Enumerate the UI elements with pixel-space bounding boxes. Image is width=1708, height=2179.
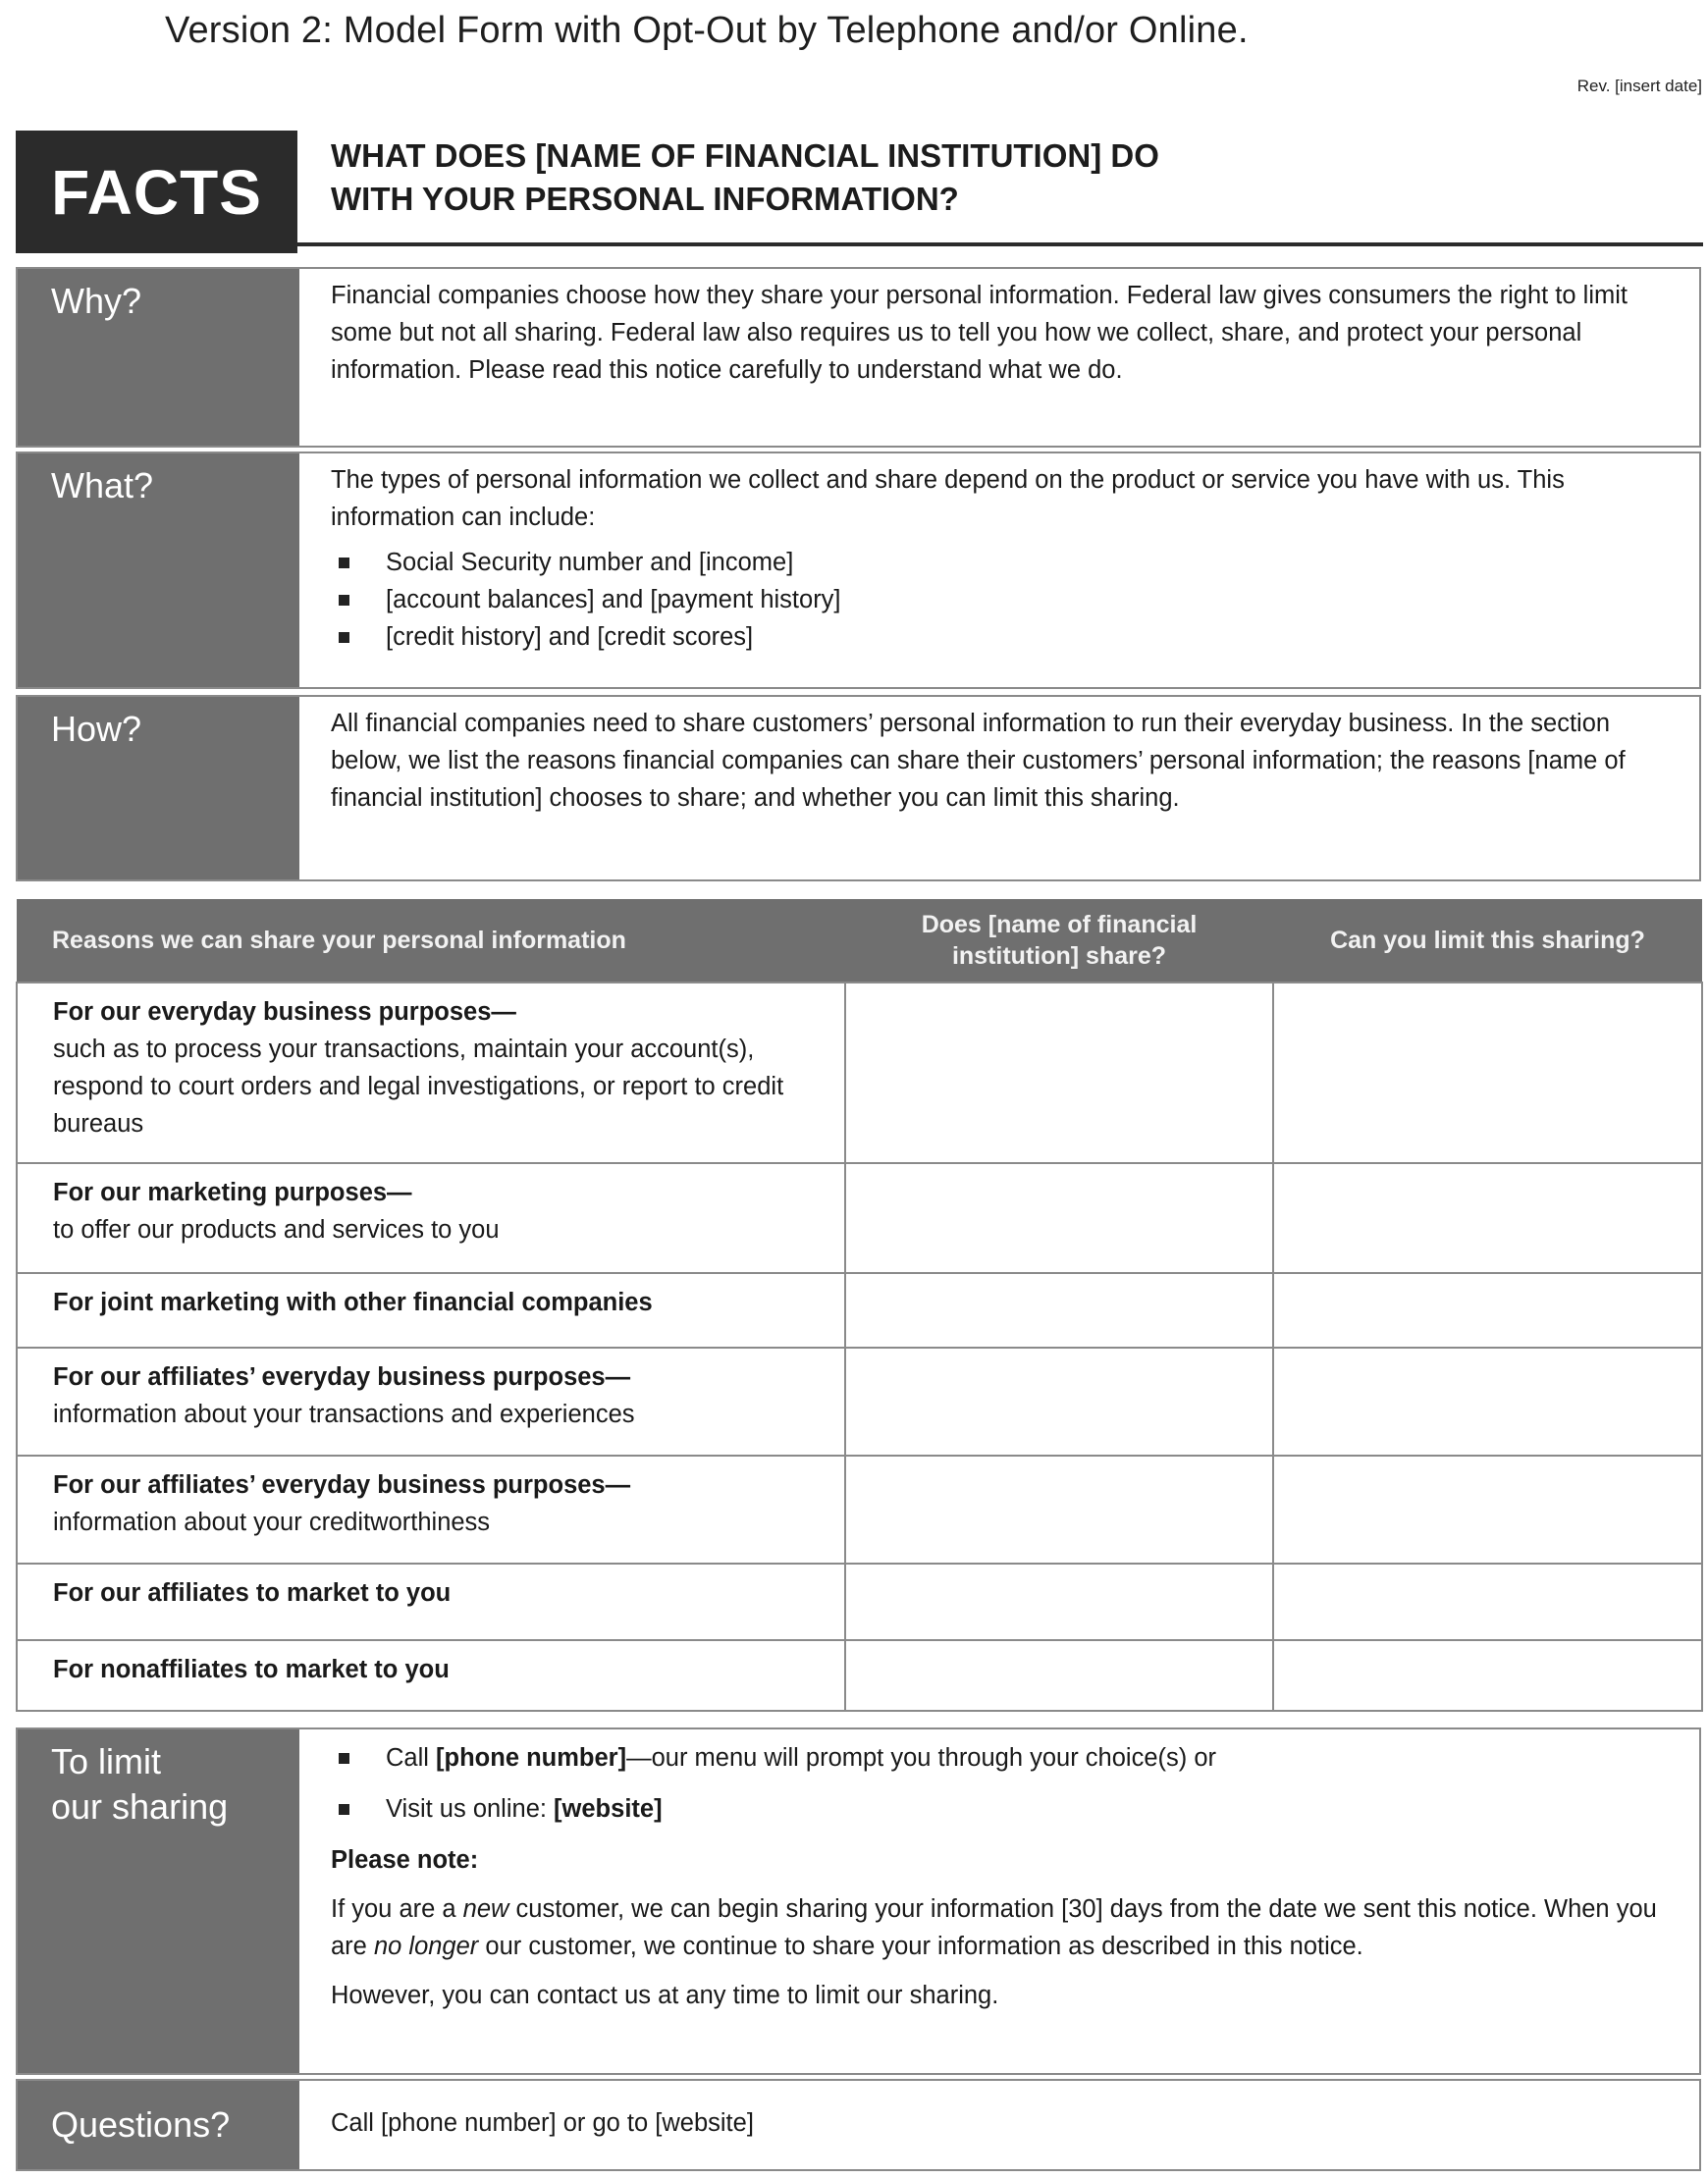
phone-number-placeholder[interactable]: [phone number] [436, 1744, 627, 1772]
note-text: If you are a [331, 1895, 463, 1923]
reason-detail: information about your creditworthiness [53, 1509, 491, 1536]
list-item [331, 1739, 1685, 1777]
can-limit-cell[interactable] [1273, 1564, 1702, 1640]
bullet-text: —our menu will prompt you through your choice(s) or [626, 1744, 1217, 1772]
table-row [17, 1163, 1702, 1273]
does-share-cell[interactable] [845, 1273, 1273, 1348]
how-section [16, 695, 1701, 881]
what-bullet-list [331, 544, 1685, 656]
reason-title: For our affiliates’ everyday business purposes— [53, 1363, 631, 1391]
facts-title-line2: WITH YOUR PERSONAL INFORMATION? [331, 181, 959, 217]
page-heading: Version 2: Model Form with Opt-Out by Telephone and/or Online. [165, 10, 1249, 51]
reason-detail: information about your transactions and experiences [53, 1401, 635, 1428]
note-text: our customer, we continue to share your information as described in this notice. [478, 1933, 1363, 1960]
reason-title: For our marketing purposes— [53, 1179, 412, 1206]
questions-text: Call [phone number] or go to [website] [331, 2109, 754, 2137]
why-section [16, 267, 1701, 448]
note-heading: Please note: [331, 1846, 479, 1874]
reason-cell [17, 1348, 845, 1456]
list-item: [account balances] and [payment history] [331, 581, 1685, 618]
facts-label-box [16, 131, 297, 253]
can-limit-cell[interactable] [1273, 1163, 1702, 1273]
does-share-cell[interactable] [845, 983, 1273, 1163]
can-limit-cell[interactable] [1273, 1348, 1702, 1456]
questions-label: Questions? [18, 2081, 299, 2169]
revision-date: Rev. [insert date] [1576, 77, 1702, 95]
note-emphasis: no longer [373, 1933, 479, 1960]
table-row [17, 1348, 1702, 1456]
what-body [299, 453, 1699, 687]
limit-sharing-section [16, 1727, 1701, 2075]
note-text: customer, we can begin sharing your information [30] days from the date we sent this notice. When you are [331, 1895, 1657, 1960]
limit-label-line1: To limit [51, 1741, 162, 1781]
does-share-cell[interactable] [845, 1456, 1273, 1564]
reason-detail: such as to process your transactions, maintain your account(s), respond to court orders and legal investigations, or report to credit bureaus [53, 1036, 784, 1138]
limit-bullet-list [331, 1739, 1685, 1828]
what-text: The types of personal information we collect and share depend on the product or service you have with us. This information can include: [331, 466, 1565, 531]
reason-cell [17, 983, 845, 1163]
header-does-share: Does [name of financial institution] share? [845, 899, 1273, 983]
does-share-cell[interactable] [845, 1564, 1273, 1640]
does-share-cell[interactable] [845, 1163, 1273, 1273]
note-paragraph [331, 1890, 1685, 1965]
how-text: All financial companies need to share customers’ personal information to run their everyday business. In the section below, we list the reasons financial companies can share their customers’ personal information; the reasons [name of financial institution] chooses to share; and whether you can limit this sharing. [331, 710, 1626, 812]
list-item [331, 1790, 1685, 1828]
why-label: Why? [18, 269, 299, 446]
list-item: Social Security number and [income] [331, 544, 1685, 581]
reason-cell [17, 1273, 845, 1348]
reason-title: For joint marketing with other financial companies [53, 1289, 653, 1316]
note-paragraph-2: However, you can contact us at any time to limit our sharing. [331, 1982, 999, 2009]
reason-title: For our affiliates to market to you [53, 1579, 452, 1607]
list-item: [credit history] and [credit scores] [331, 618, 1685, 656]
website-placeholder[interactable]: [website] [554, 1795, 663, 1823]
limit-label [18, 1729, 299, 2073]
limit-label-line2: our sharing [51, 1786, 229, 1827]
reason-cell [17, 1564, 845, 1640]
table-header-row [17, 899, 1702, 983]
bullet-text: Visit us online: [386, 1795, 555, 1823]
can-limit-cell[interactable] [1273, 1640, 1702, 1711]
how-label: How? [18, 697, 299, 879]
reason-title: For our everyday business purposes— [53, 998, 516, 1026]
table-row [17, 1640, 1702, 1711]
note-emphasis: new [462, 1895, 509, 1923]
facts-title [331, 134, 1159, 221]
reason-title: For nonaffiliates to market to you [53, 1656, 450, 1683]
can-limit-cell[interactable] [1273, 1456, 1702, 1564]
table-row [17, 1564, 1702, 1640]
limit-body [299, 1729, 1699, 2073]
what-section [16, 452, 1701, 689]
questions-section [16, 2079, 1701, 2171]
header-can-limit: Can you limit this sharing? [1273, 899, 1702, 983]
what-label: What? [18, 453, 299, 687]
bullet-text: Call [386, 1744, 437, 1772]
reason-cell [17, 1640, 845, 1711]
table-row [17, 1273, 1702, 1348]
facts-title-line1: WHAT DOES [NAME OF FINANCIAL INSTITUTION] DO [331, 137, 1159, 174]
does-share-cell[interactable] [845, 1640, 1273, 1711]
can-limit-cell[interactable] [1273, 983, 1702, 1163]
reason-cell [17, 1456, 845, 1564]
facts-label: FACTS [51, 156, 262, 228]
can-limit-cell[interactable] [1273, 1273, 1702, 1348]
reason-title: For our affiliates’ everyday business purposes— [53, 1471, 631, 1499]
does-share-cell[interactable] [845, 1348, 1273, 1456]
reason-cell [17, 1163, 845, 1273]
sharing-reasons-table [16, 899, 1703, 1712]
header-reasons: Reasons we can share your personal information [17, 899, 845, 983]
table-row [17, 983, 1702, 1163]
reason-detail: to offer our products and services to you [53, 1216, 500, 1244]
table-row [17, 1456, 1702, 1564]
title-divider [297, 242, 1703, 246]
why-text: Financial companies choose how they share your personal information. Federal law gives consumers the right to limit some but not all sharing. Federal law also requires us to tell you how we collect, share, and protect your personal information. Please read this notice carefully to understand what we do. [331, 282, 1628, 384]
